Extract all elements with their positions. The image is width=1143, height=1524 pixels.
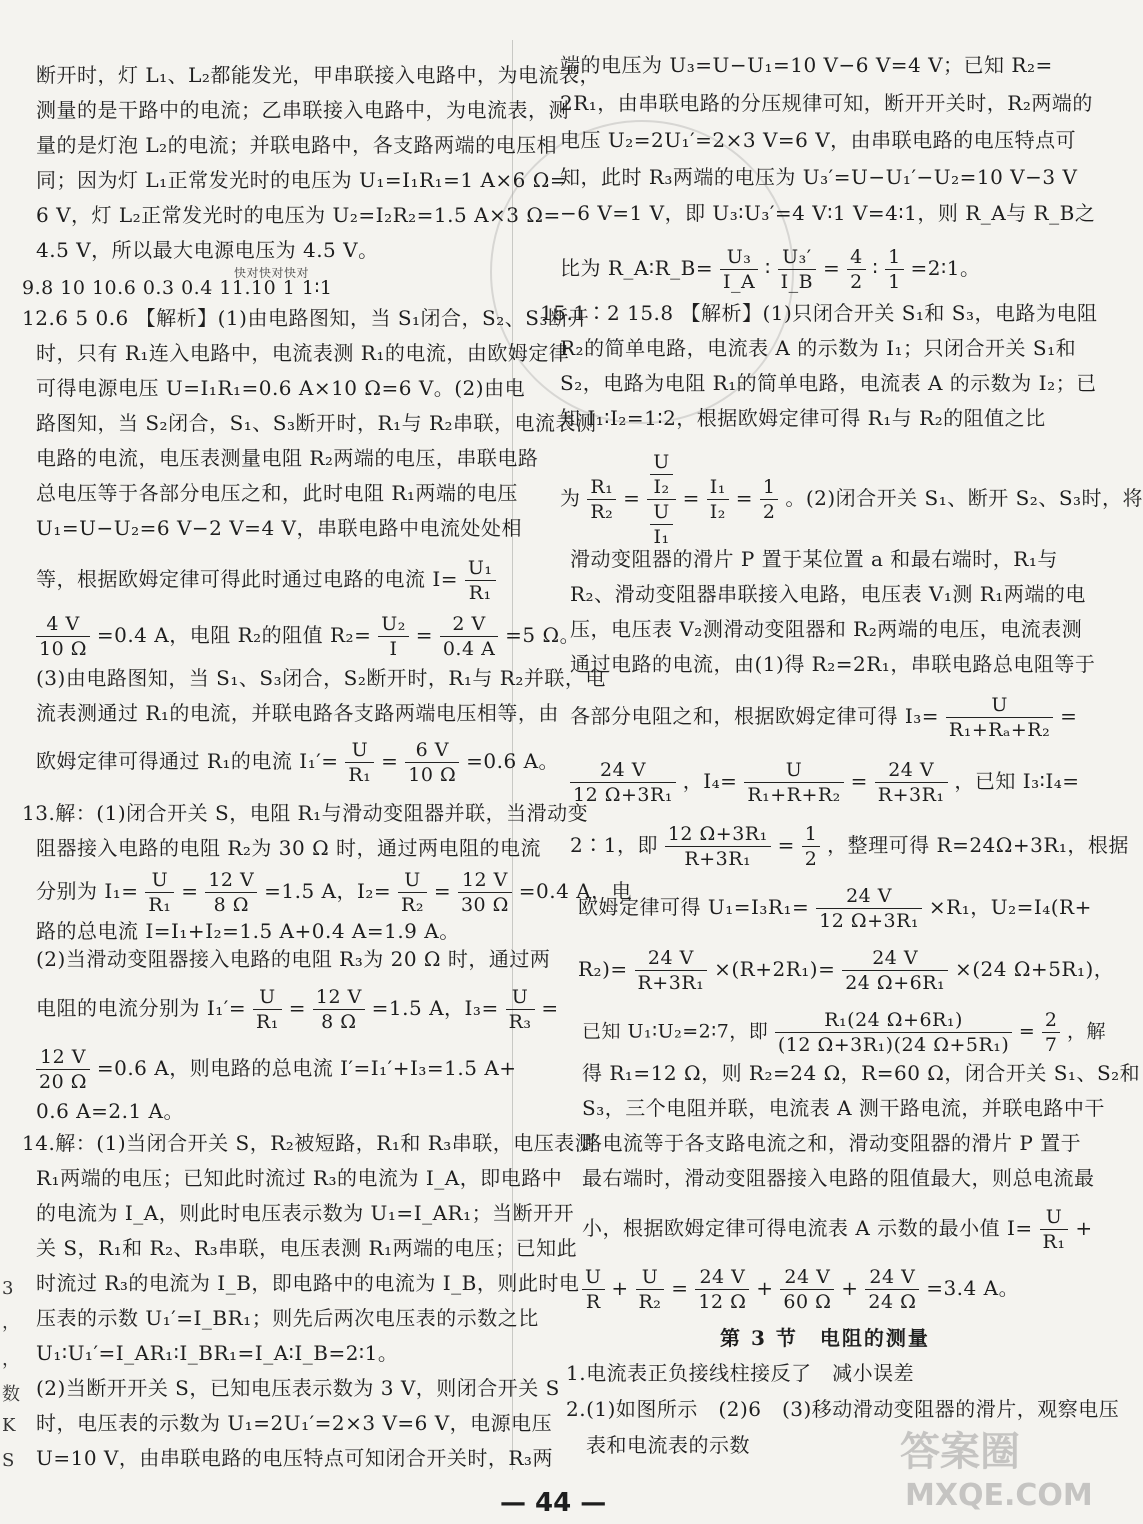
answer-13-heading: 13.解：(1)闭合开关 S，电阻 R₁与滑动变阻器并联，当滑动变 [22, 801, 589, 825]
answer-12-heading: 12.6 5 0.6 【解析】(1)由电路图知，当 S₁闭合，S₂、S₃断开 [22, 306, 589, 330]
text-line: 4.5 V，所以最大电源电压为 4.5 V。 [36, 238, 379, 262]
text-line: 同；因为灯 L₁正常发光时的电压为 U₁=I₁R₁=1 A×6 Ω= [36, 168, 568, 192]
formula-line [36, 556, 496, 605]
denominator [647, 500, 676, 549]
numerator: 2 V [440, 612, 498, 637]
edge-char: 数 [2, 1384, 20, 1405]
text-span: =0.4 A，电 [518, 879, 633, 903]
fraction [650, 450, 673, 499]
formula-line: 2∶1，即 $\frac{\text{12 Ω+3R₁}}{\text{R+3R₁}}$ = $\frac{1}{2}$ ，整理可得 R=24Ω+3R₁，根据 [570, 823, 1129, 870]
numerator: U [744, 758, 844, 783]
denominator: 2 [850, 271, 863, 293]
fraction [570, 758, 676, 807]
text-span: 小，根据欧姆定律可得电流表 A 示数的最小值 I= [582, 1216, 1033, 1240]
numerator: U₃′ [778, 245, 816, 270]
formula-line [578, 946, 1114, 995]
denominator: 10 Ω [408, 764, 457, 786]
numerator: U [398, 868, 427, 893]
fraction [780, 1265, 834, 1314]
formula-line: 已知 U₁∶U₂=2∶7，即 $\frac{\text{R₁(24 Ω+6R₁)}}{\text{(12 Ω+3R₁)(24 Ω+5R₁)}}$ = $\frac{2}{7}$ ，解 [582, 1009, 1106, 1056]
text-line: 断开时，灯 L₁、L₂都能发光，甲串联接入电路中，为电流表， [36, 63, 600, 87]
denominator: R [585, 1291, 601, 1313]
denominator: R₁+R+R₂ [747, 784, 841, 806]
numerator: 24 V [816, 884, 922, 909]
text-line: (3)由电路图知，当 S₁、S₃闭合，S₂断开时，R₁与 R₂并联，电 [36, 666, 606, 690]
numerator: 12 V [458, 868, 512, 893]
numerator: U [145, 868, 174, 893]
text-line: (2)当滑动变阻器接入电路的电阻 R₃为 20 Ω 时，通过两 [36, 947, 551, 971]
denominator: 8 Ω [213, 894, 249, 916]
answer-line-9-11: 9.8 10 10.6 0.3 0.4 11.10 1 1∶1 [22, 277, 333, 299]
fraction [465, 556, 496, 605]
text-line: 时，只有 R₁连入电路中，电流表测 R₁的电流，由欧姆定律 [36, 341, 570, 365]
text-line: 表和电流表的示数 [586, 1433, 750, 1457]
text-line: 端的电压为 U₃=U−U₁=10 V−6 V=4 V；已知 R₂= [560, 53, 1053, 77]
text-line: 可得电源电压 U=I₁R₁=0.6 A×10 Ω=6 V。(2)由电 [36, 376, 526, 400]
text-line: 流表测通过 R₁的电流，并联电路各支路两端电压相等，由 [36, 701, 559, 725]
numerator: U [650, 500, 673, 525]
numerator: U [1040, 1205, 1069, 1230]
text-span: =1.5 A，I₂= [264, 879, 392, 903]
numerator: 24 V [780, 1265, 834, 1290]
numerator: 1 [885, 245, 904, 270]
text-line: S₂，电路为电阻 R₁的简单电路，电流表 A 的示数为 I₂；已 [560, 371, 1097, 395]
text-span: ，解 [1066, 1020, 1106, 1043]
fraction [650, 500, 673, 549]
numerator: U [506, 985, 535, 1010]
text-span: ×(24 Ω+5R₁)， [954, 957, 1115, 981]
fraction [506, 985, 535, 1034]
denominator: R₁+Rₐ+R₂ [948, 719, 1051, 741]
text-line: R₁两端的电压；已知此时流过 R₃的电流为 I_A，即电路中 [36, 1166, 563, 1190]
denominator: 12 Ω+3R₁ [819, 910, 920, 932]
numerator: 4 [847, 245, 866, 270]
answer-15-heading: 15.1∶2 15.8 【解析】(1)只闭合开关 S₁和 S₃，电路为电阻 [540, 301, 1098, 325]
text-span: 等，根据欧姆定律可得此时通过电路的电流 I= [36, 567, 459, 591]
fraction [458, 868, 512, 917]
text-line: 知，此时 R₃两端的电压为 U₃′=U−U₁′−U₂=10 V−3 V [560, 165, 1078, 189]
text-span: ×R₁，U₂=I₄(R+ [928, 895, 1092, 919]
text-line: 滑动变阻器的滑片 P 置于某位置 a 和最右端时，R₁与 [570, 547, 1058, 571]
text-line: 通过电路的电流，由(1)得 R₂=2R₁，串联电路总电阻等于 [570, 652, 1096, 676]
text-span: ，整理可得 R=24Ω+3R₁，根据 [827, 833, 1129, 857]
text-span: =3.4 A。 [926, 1276, 1020, 1300]
denominator: 2 [804, 848, 818, 870]
denominator: 8 Ω [321, 1011, 357, 1033]
fraction [744, 758, 844, 807]
denominator: I₁ [653, 526, 670, 548]
formula-line: 欧姆定律可得通过 R₁的电流 I₁′= $\frac{U}{\text{R₁}}$ = $\frac{6 V}{10 \Omega}$ =0.6 A。 [36, 739, 560, 786]
fraction [313, 985, 365, 1034]
fraction [760, 475, 779, 524]
text-line: 路图知，当 S₂闭合，S₁、S₃断开时，R₁与 R₂串联，电流表测 [36, 411, 597, 435]
numerator: 24 V [865, 1265, 919, 1290]
numerator: 6 V [405, 738, 459, 763]
answer-14-heading: 14.解：(1)当闭合开关 S，R₂被短路，R₁和 R₃串联，电压表测 [22, 1131, 596, 1155]
numerator: 24 V [842, 946, 948, 971]
text-span: ，已知 I₃∶I₄= [954, 769, 1080, 793]
formula-line: 分别为 I₁= $\frac{U}{\text{R₁}}$ = $\frac{12 V}{8 \Omega}$ =1.5 A，I₂= $\frac{U}{\text{R₂}}$ = $\frac{12 V}{30 \Omega}$ =0.4 A，电 [36, 869, 633, 916]
fraction [946, 693, 1053, 742]
numerator: U [636, 1265, 665, 1290]
fraction [398, 868, 427, 917]
text-line: 阻器接入电路的电阻 R₂为 30 Ω 时，通过两电阻的电流 [36, 836, 542, 860]
text-line: S₃，三个电阻并联，电流表 A 测干路电流，并联电路中干 [582, 1096, 1105, 1120]
denominator: R₁ [1042, 1231, 1066, 1253]
numerator: 4 V [36, 612, 90, 637]
fraction [778, 245, 816, 294]
denominator: R₁ [255, 1011, 279, 1033]
text-span: ×(R+2R₁)= [714, 957, 836, 981]
fraction [36, 1045, 90, 1094]
numerator: 12 V [36, 1045, 90, 1070]
numerator: U₂ [378, 612, 409, 637]
denominator: 2 [762, 501, 776, 523]
text-span: =2∶1。 [910, 256, 981, 280]
formula-line: 电阻的电流分别为 I₁′= $\frac{U}{\text{R₁}}$ = $\frac{12 V}{8 \Omega}$ =1.5 A，I₃= $\frac{U}{\text{R₃}}$ = [36, 986, 559, 1033]
text-line: U₁=U−U₂=6 V−2 V=4 V，串联电路中电流处处相 [36, 516, 522, 540]
numerator: R₁ [587, 475, 616, 500]
numerator: 24 V [875, 758, 948, 783]
text-line: 时，电压表的示数为 U₁=2U₁′=2×3 V=6 V，电源电压 [36, 1411, 553, 1435]
fraction [707, 475, 729, 524]
fraction [378, 612, 409, 661]
denominator: R₃ [508, 1011, 532, 1033]
numerator: 12 V [313, 985, 365, 1010]
text-line: 量的是灯泡 L₂的电流；并联电路中，各支路两端的电压相 [36, 133, 558, 157]
numerator: R₁(24 Ω+6R₁) [775, 1008, 1012, 1033]
text-span: 各部分电阻之和，根据欧姆定律可得 I₃= [570, 704, 940, 728]
edge-char: ， [2, 1312, 20, 1333]
text-line: (2)当断开开关 S，已知电压表示数为 3 V，则闭合开关 S [36, 1376, 560, 1400]
edge-char: 3 [2, 1278, 14, 1299]
text-span: 2∶1，即 [570, 833, 658, 857]
fraction [205, 868, 257, 917]
text-line: R₂、滑动变阻器串联接入电路，电压表 V₁测 R₁两端的电 [570, 582, 1086, 606]
numerator: U [946, 693, 1053, 718]
text-span: 比为 R_A∶R_B= [560, 256, 714, 280]
text-span: 已知 U₁∶U₂=2∶7，即 [582, 1020, 769, 1043]
denominator: R₂ [401, 894, 424, 916]
denominator: I₂ [653, 476, 670, 498]
formula-line [36, 1045, 517, 1094]
fraction [345, 738, 374, 787]
denominator: R₂ [638, 1291, 662, 1313]
text-span: =5 Ω。 [505, 623, 581, 647]
denominator: R+3R₁ [877, 784, 945, 806]
fraction [695, 1265, 749, 1314]
text-line: 压，电压表 V₂测滑动变阻器和 R₂两端的电压，电流表测 [570, 617, 1083, 641]
fraction [405, 738, 459, 787]
formula-line: 为 $\frac{\text{R₁}}{\text{R₂}}$ = $\frac{\frac{U}{\text{I₂}}}{\frac{U}{\text{I₁}}}$ = $\frac{\text{I₁}}{\text{I₂}}$ = $\frac{1}{2}$ 。(2)闭合开关 S₁、断开 S₂、S₃时，将 [560, 451, 1143, 548]
denominator: 12 Ω [698, 1291, 747, 1313]
denominator: 60 Ω [783, 1291, 832, 1313]
fraction [847, 245, 866, 294]
fraction [1042, 1008, 1061, 1057]
numerator: 12 Ω+3R₁ [665, 822, 771, 847]
numerator: 24 V [635, 946, 708, 971]
text-span: ，I₄= [682, 769, 738, 793]
denominator: (12 Ω+3R₁)(24 Ω+5R₁) [777, 1034, 1010, 1056]
formula-line: $\frac{24 V}{\text{12 Ω+3R₁}}$ ，I₄= $\frac{U}{\text{R₁+R+R₂}}$ = $\frac{24 V}{\text{R+3R₁}}$ ，已知 I₃∶I₄= [570, 758, 1080, 807]
section-title: 第 3 节 电阻的测量 [720, 1326, 930, 1350]
text-span: 欧姆定律可得 U₁=I₃R₁= [578, 895, 810, 919]
fraction [587, 475, 616, 524]
text-span: =0.4 A，电阻 R₂的阻值 R₂= [96, 623, 372, 647]
formula-line [578, 884, 1092, 933]
fraction [802, 822, 821, 871]
fraction [665, 822, 771, 871]
numerator: U₁ [465, 556, 496, 581]
text-span: 。(2)闭合开关 S₁、断开 S₂、S₃时，将 [785, 486, 1143, 510]
numerator: U [345, 738, 374, 763]
text-line: −6 V=1 V，即 U₃∶U₃′=4 V∶1 V=4∶1，则 R_A与 R_B之 [560, 201, 1096, 225]
denominator: R₁ [348, 764, 372, 786]
denominator: 0.4 A [442, 638, 496, 660]
denominator: 10 Ω [39, 638, 87, 660]
text-span: 为 [560, 486, 581, 510]
text-line: 2R₁，由串联电路的分压规律可知，断开开关时，R₂两端的 [560, 91, 1093, 115]
text-line: R₂的简单电路，电流表 A 的示数为 I₁；只闭合开关 S₁和 [560, 336, 1077, 360]
numerator: I₁ [707, 475, 729, 500]
denominator: R₁ [148, 894, 172, 916]
formula-line: $\frac{4 V}{10 \Omega}$ =0.4 A，电阻 R₂的阻值 R₂= $\frac{\text{U₂}}{I}$ = $\frac{2 V}{0.4 A}$ =5 Ω。 [36, 612, 580, 661]
text-line: 测量的是干路中的电流；乙串联接入电路中，为电流表，测 [36, 98, 569, 122]
numerator: U [253, 985, 282, 1010]
text-line: 得 R₁=12 Ω，则 R₂=24 Ω，R=60 Ω，闭合开关 S₁、S₂和 [582, 1061, 1141, 1085]
denominator: I_B [780, 271, 814, 293]
denominator: 30 Ω [460, 894, 509, 916]
fraction [440, 612, 498, 661]
text-span: = [541, 996, 559, 1020]
text-line: 电压 U₂=2U₁′=2×3 V=6 V，由串联电路的电压特点可 [560, 128, 1077, 152]
denominator: 20 Ω [39, 1071, 87, 1093]
edge-char: K [2, 1415, 16, 1436]
denominator: R+3R₁ [684, 848, 752, 870]
site-watermark-url: MXQE.COM [905, 1478, 1093, 1513]
answer-1: 1.电流表正负接线柱接反了 减小误差 [566, 1361, 915, 1385]
denominator: 12 Ω+3R₁ [573, 784, 673, 806]
text-span: = [1060, 704, 1078, 728]
text-span: 欧姆定律可得通过 R₁的电流 I₁′= [36, 749, 339, 773]
text-line: 的电流为 I_A，则此时电压表示数为 U₁=I_AR₁；当断开开 [36, 1201, 575, 1225]
text-line: U=10 V，由串联电路的电压特点可知闭合开关时，R₃两 [36, 1446, 553, 1470]
fraction [145, 868, 174, 917]
edge-char: S [2, 1450, 15, 1471]
denominator: R+3R₁ [637, 972, 705, 994]
text-line: U₁∶U₁′=I_AR₁∶I_BR₁=I_A∶I_B=2∶1。 [36, 1341, 399, 1365]
fraction [720, 245, 758, 294]
fraction [842, 946, 948, 995]
formula-line [582, 1205, 1093, 1254]
text-line: 电路的电流，电压表测量电阻 R₂两端的电压，串联电路 [36, 446, 539, 470]
fraction [36, 612, 90, 661]
text-line: 0.6 A=2.1 A。 [36, 1099, 184, 1123]
denominator: 7 [1044, 1034, 1058, 1056]
fraction [635, 946, 708, 995]
text-line: 关 S，R₁和 R₂、R₃串联，电压表测 R₁两端的电压；已知此 [36, 1236, 578, 1260]
text-span: R₂)= [578, 957, 628, 981]
formula-line: 比为 R_A∶R_B= $\frac{\text{U₃}}{I\_A}$ ∶ $\frac{\text{U₃′}}{I\_B}$ = $\frac{4}{2}$ ∶ $\frac{1}{1}$ =2∶1。 [560, 246, 981, 293]
text-line: 路电流等于各支路电流之和，滑动变阻器的滑片 P 置于 [582, 1131, 1082, 1155]
text-line: 总电压等于各部分电压之和，此时电阻 R₁两端的电压 [36, 481, 518, 505]
text-span: 分别为 I₁= [36, 879, 139, 903]
fraction [885, 245, 904, 294]
fraction [865, 1265, 919, 1314]
text-span: =1.5 A，I₃= [371, 996, 499, 1020]
text-line: 压表的示数 U₁′=I_BR₁；则先后两次电压表的示数之比 [36, 1306, 539, 1330]
fraction [636, 1265, 665, 1314]
text-line: 6 V，灯 L₂正常发光时的电压为 U₂=I₂R₂=1.5 A×3 Ω= [36, 203, 561, 227]
fraction [1040, 1205, 1069, 1254]
text-line: 路的总电流 I=I₁+I₂=1.5 A+0.4 A=1.9 A。 [36, 919, 460, 943]
formula-line: $\frac{U}{R}$ + $\frac{U}{\text{R₂}}$ = $\frac{24 V}{12 \Omega}$ + $\frac{24 V}{60 \Omega}$ + $\frac{24 V}{24 \Omega}$ =3.4 A。 [582, 1265, 1019, 1314]
denominator: I [389, 638, 398, 660]
compound-fraction [647, 450, 676, 549]
fraction [875, 758, 948, 807]
numerator: 2 [1042, 1008, 1061, 1033]
text-span: + [1075, 1216, 1093, 1240]
stamp-label: 快对快对快对 [234, 266, 310, 280]
numerator: 1 [802, 822, 821, 847]
site-watermark: 答案圈 [900, 1429, 1020, 1475]
fraction [582, 1265, 605, 1314]
numerator [647, 450, 676, 500]
text-line: 知 I₁∶I₂=1∶2，根据欧姆定律可得 R₁与 R₂的阻值之比 [560, 406, 1046, 430]
denominator: 24 Ω [868, 1291, 917, 1313]
text-span: =0.6 A。 [466, 749, 560, 773]
fraction [775, 1008, 1012, 1057]
numerator: 24 V [570, 758, 676, 783]
page-number: — 44 — [500, 1488, 607, 1518]
numerator: U [650, 450, 673, 475]
numerator: U [582, 1265, 605, 1290]
text-span: =0.6 A，则电路的总电流 I′=I₁′+I₃=1.5 A+ [96, 1056, 517, 1080]
text-line: 最右端时，滑动变阻器接入电路的阻值最大，则总电流最 [582, 1166, 1095, 1190]
fraction [816, 884, 922, 933]
denominator: 1 [888, 271, 901, 293]
numerator: 12 V [205, 868, 257, 893]
denominator: 24 Ω+6R₁ [845, 972, 946, 994]
numerator: 1 [760, 475, 779, 500]
formula-line [570, 693, 1077, 742]
text-span: 电阻的电流分别为 I₁′= [36, 996, 247, 1020]
edge-char: ， [2, 1349, 20, 1370]
fraction [253, 985, 282, 1034]
denominator: I_A [722, 271, 756, 293]
denominator: R₂ [590, 501, 614, 523]
answer-2: 2.(1)如图所示 (2)6 (3)移动滑动变阻器的滑片，观察电压 [566, 1397, 1120, 1421]
numerator: 24 V [695, 1265, 749, 1290]
numerator: U₃ [720, 245, 758, 270]
text-line: 时流过 R₃的电流为 I_B，即电路中的电流为 I_B，则此时电 [36, 1271, 580, 1295]
denominator: I₂ [709, 501, 726, 523]
denominator: R₁ [468, 582, 492, 604]
